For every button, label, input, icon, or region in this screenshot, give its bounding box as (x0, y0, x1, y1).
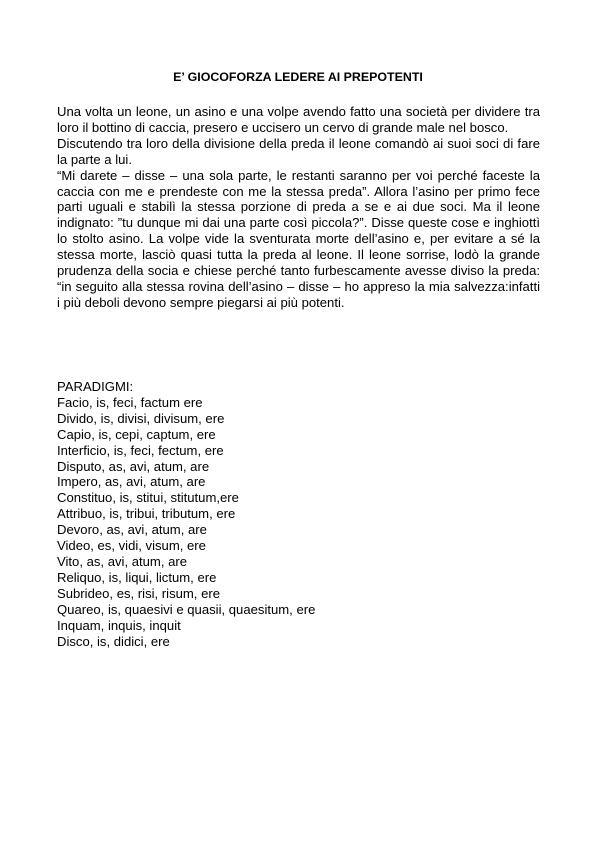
document-title: E’ GIOCOFORZA LEDERE AI PREPOTENTI (173, 70, 423, 84)
paradigm-item: Devoro, as, avi, atum, are (57, 522, 207, 538)
story-text (57, 104, 540, 311)
paradigm-item: Disputo, as, avi, atum, are (57, 458, 210, 474)
paradigms-section (57, 379, 540, 649)
paradigm-item: Vito, as, avi, atum, are (57, 553, 188, 569)
paradigm-item: Facio, is, feci, factum ere (57, 394, 203, 410)
paradigm-item: Video, es, vidi, visum, ere (57, 538, 206, 554)
paradigm-item: Attribuo, is, tribui, tributum, ere (57, 506, 236, 522)
paradigms-heading: PARADIGMI: (57, 379, 134, 394)
paradigm-item: Subrideo, es, risi, risum, ere (57, 585, 221, 601)
paradigm-item: Divido, is, divisi, divisum, ere (57, 410, 225, 426)
paradigms-list (57, 395, 540, 650)
paradigm-item: Reliquo, is, liqui, lictum, ere (57, 569, 217, 585)
paradigm-item: Disco, is, didici, ere (57, 633, 170, 649)
story-paragraph-2: Discutendo tra loro della divisione della preda il leone comandò ai suoi soci di fare la parte a lui. (57, 135, 540, 167)
paradigm-item: Interficio, is, feci, fectum, ere (57, 442, 224, 458)
paradigm-item: Inquam, inquis, inquit (57, 617, 181, 633)
story-paragraph-3: “Mi darete – disse – una sola parte, le restanti saranno per voi perché faceste la caccia con me e prendeste con me la stessa preda”. Allora l’asino per primo fece parti uguali e stabilì la stessa porzione di preda a se e ai due soci. Ma il leone indignato: ”tu dunque mi dai una parte così piccola?”. Disse queste cose e inghiottì lo stolto asino. La volpe vide la sventurata morte dell’asino e, per evitare a sé la stessa morte, lasciò quasi tutta la preda al leone. Il leone sorrise, lodò la grande prudenza della socia e chiese perché tanto furbescamente avesse diviso la preda: “in seguito alla stessa rovina dell’asino – disse – ho appreso la mia salvezza:infatti i più deboli devono sempre piegarsi ai più potenti. (57, 167, 540, 310)
paradigm-item: Quareo, is, quaesivi e quasii, quaesitum, ere (57, 601, 316, 617)
story-paragraph-1: Una volta un leone, un asino e una volpe avendo fatto una società per dividere tra loro il bottino di caccia, presero e uccisero un cervo di grande male nel bosco. (57, 104, 540, 135)
paradigm-item: Capio, is, cepi, captum, ere (57, 426, 216, 442)
paradigm-item: Constituo, is, stitui, stitutum,ere (57, 490, 239, 506)
paradigm-item: Impero, as, avi, atum, are (57, 474, 206, 490)
